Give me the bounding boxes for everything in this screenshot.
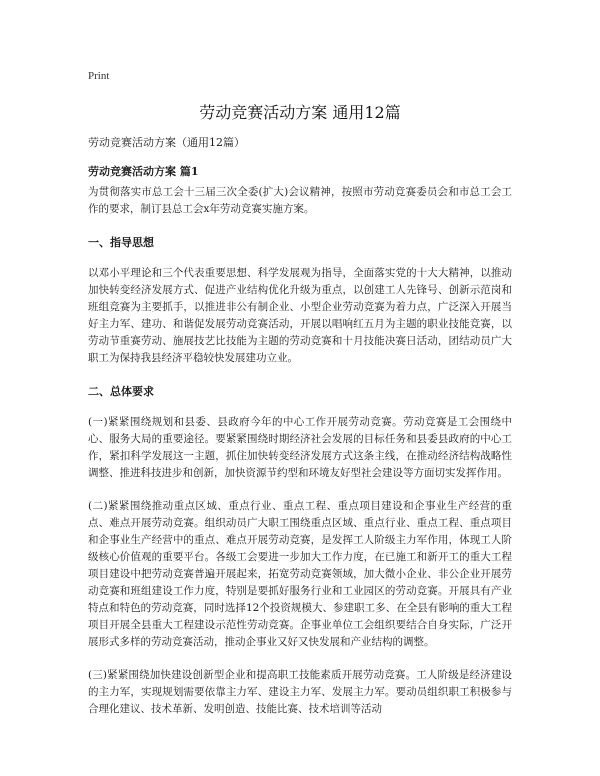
article-heading: 劳动竞赛活动方案 篇1 [88,165,199,178]
section-heading-guiding-ideology: 一、指导思想 [88,236,154,249]
document-subtitle: 劳动竞赛活动方案（通用12篇） [88,136,245,149]
section-heading-overall-requirements: 二、总体要求 [88,385,154,398]
paragraph-requirement-3: (三)紧紧围绕加快建设创新型企业和提高职工技能素质开展劳动竞赛。工人阶级是经济建设的主力军，实现规划需要依靠主力军、建设主力军、发展主力军。要动员组织职工积极参与合理化建议、技术革新、发明创造、技能比赛、技术培训等活动 [88,669,512,715]
intro-paragraph: 为贯彻落实市总工会十三届三次全委(扩大)会议精神，按照市劳动竞赛委员会和市总工会工作的要求，制订县总工会x年劳动竞赛实施方案。 [88,186,512,215]
paragraph-requirement-1: (一)紧紧围绕规划和县委、县政府今年的中心工作开展劳动竞赛。劳动竞赛是工会围绕中心、服务大局的重要途径。要紧紧围绕时期经济社会发展的目标任务和县委县政府的中心工作，紧扣科学发展这一主题，抓住加快转变经济发展方式这条主线，在推动经济结构战略性调整、推进科技进步和创新，加快资源节约型和环境友好型社会建设等方面切实发挥作用。 [88,416,512,479]
print-label: Print [88,70,110,82]
paragraph-guiding-ideology: 以邓小平理论和三个代表重要思想、科学发展观为指导，全面落实党的十大大精神，以推动加快转变经济发展方式、促进产业结构优化升级为重点，以创建工人先锋号、创新示范岗和班组竞赛为主要抓手，以推进非公有制企业、小型企业劳动竞赛为着力点，广泛深入开展当好主力军、建功、和谐促发展劳动竞赛活动，开展以唱响红五月为主题的职业技能竞赛，以劳动节重赛劳动、施展技艺比技能为主题的劳动竞赛和十月技能决赛日活动，团结动员广大职工为保持我县经济平稳较快发展建功立业。 [88,267,512,364]
document-title: 劳动竞赛活动方案 通用12篇 [199,103,401,122]
document-body [88,184,512,734]
paragraph-requirement-2: (二)紧紧围绕推动重点区域、重点行业、重点工程、重点项目建设和企事业生产经营的重点、难点开展劳动竞赛。组织动员广大职工围绕重点区域、重点行业、重点工程、重点项目和企事业生产经营中的重点、难点开展劳动竞赛，是发挥工人阶级主力军作用，体现工人阶级核心价值观的重要平台。各级工会要进一步加大工作力度，在已施工和新开工的重大工程项目建设中把劳动竞赛普遍开展起来，拓宽劳动竞赛领域，加大微小企业、非公企业开展劳动竞赛和班组建设工作力度，特别是要抓好服务行业和工业园区的劳动竞赛。开展具有产业特点和特色的劳动竞赛，同时选择12个投资规模大、参建职工多、在全县有影响的重大工程项目开展全县重大工程建设示范性劳动竞赛。企事业单位工会组织要结合自身实际，广泛开展形式多样的劳动竞赛活动，推动企事业又好又快发展和产业结构的调整。 [88,500,512,648]
